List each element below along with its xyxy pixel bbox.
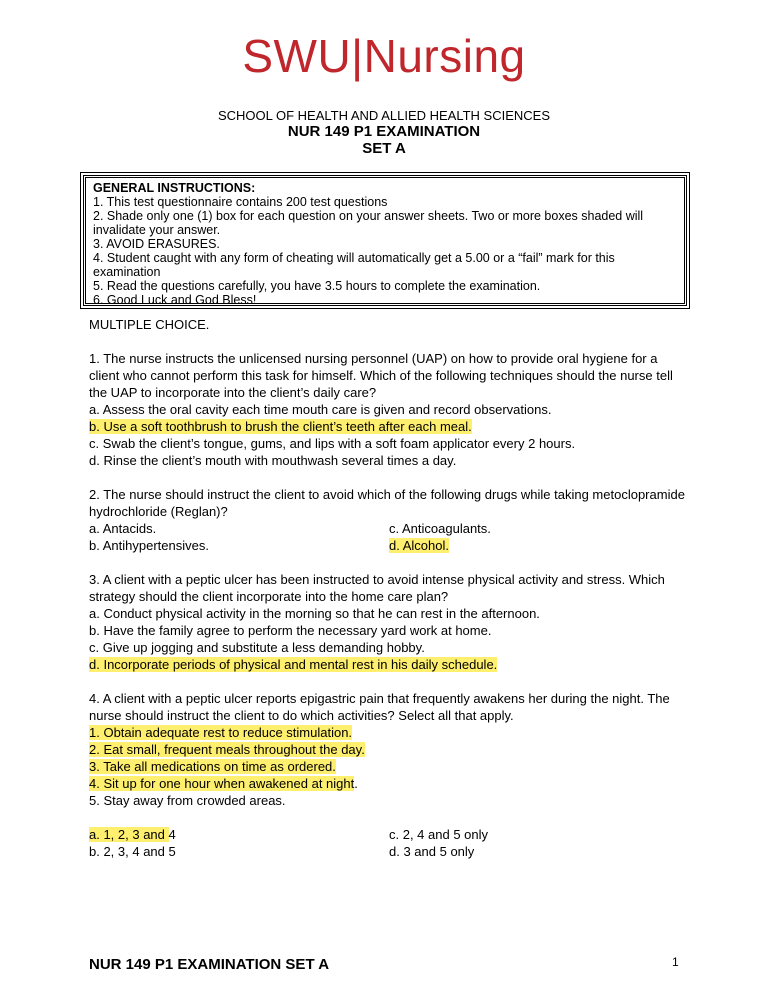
question-4-choices	[89, 826, 689, 843]
question-1-choice-d: d. Rinse the client’s mouth with mouthwash several times a day.	[89, 453, 457, 468]
choice-a-tail: 4	[168, 827, 176, 842]
question-2-choice-d-answer	[389, 537, 689, 554]
question-4-stem: 4. A client with a peptic ulcer reports epigastric pain that frequently awakens her during the night. The nurse should instruct the client to do which activities? Select all that apply.	[89, 691, 670, 723]
answer-highlight: d. Incorporate periods of physical and mental rest in his daily schedule.	[89, 657, 498, 672]
answer-highlight: a. 1, 2, 3 and	[89, 827, 169, 842]
question-4-choice-d: d. 3 and 5 only	[389, 844, 475, 859]
instructions-heading: GENERAL INSTRUCTIONS:	[93, 181, 256, 195]
exam-title: NUR 149 P1 EXAMINATION	[287, 123, 481, 140]
question-1-choice-b-answer	[89, 418, 689, 435]
question-4-option-1	[89, 724, 689, 741]
answer-highlight: 1. Obtain adequate rest to reduce stimulation.	[89, 725, 353, 740]
school-name: SCHOOL OF HEALTH AND ALLIED HEALTH SCIENCES	[217, 108, 551, 123]
question-2-choice-c: c. Anticoagulants.	[389, 521, 491, 536]
question-2-choices	[89, 520, 689, 537]
question-2-choice-a: a. Antacids.	[89, 521, 157, 536]
answer-highlight: 2. Eat small, frequent meals throughout the day.	[89, 742, 365, 757]
question-3-stem: 3. A client with a peptic ulcer has been instructed to avoid intense physical activity and stress. Which strategy should the client incorporate into the home care plan?	[89, 572, 665, 604]
instruction-item: 4. Student caught with any form of cheating will automatically get a 5.00 or a “fail” mark for this examination	[93, 251, 615, 279]
answer-highlight: 4. Sit up for one hour when awakened at night	[89, 776, 355, 791]
question-3-choice-c: c. Give up jogging and substitute a less demanding hobby.	[89, 640, 425, 655]
swu-nursing-logo: SWU|Nursing	[242, 30, 526, 82]
answer-highlight: 3. Take all medications on time as ordered.	[89, 759, 336, 774]
question-3-choice-b: b. Have the family agree to perform the necessary yard work at home.	[89, 623, 492, 638]
question-4-option-3	[89, 758, 689, 775]
question-1-stem: 1. The nurse instructs the unlicensed nursing personnel (UAP) on how to provide oral hygiene for a client who cannot perform this task for himself. Which of the following techniques should the nurse tell the UAP to incorporate into the client’s daily care?	[89, 351, 673, 400]
question-4-choice-a-answer	[89, 826, 389, 843]
exam-set: SET A	[362, 140, 406, 157]
question-4-choices	[89, 843, 689, 860]
instruction-item: 6. Good Luck and God Bless!	[93, 293, 257, 307]
general-instructions-box	[83, 175, 687, 306]
question-3-choice-a: a. Conduct physical activity in the morning so that he can rest in the afternoon.	[89, 606, 540, 621]
question-4-choice-c: c. 2, 4 and 5 only	[389, 827, 489, 842]
question-2-choices	[89, 537, 689, 554]
question-2-choice-b: b. Antihypertensives.	[89, 538, 209, 553]
question-4-option-5: 5. Stay away from crowded areas.	[89, 793, 286, 808]
section-label: MULTIPLE CHOICE.	[89, 317, 210, 332]
exam-content	[89, 316, 689, 860]
question-2-stem: 2. The nurse should instruct the client to avoid which of the following drugs while taking metoclopramide hydrochloride (Reglan)?	[89, 487, 685, 519]
instruction-item: 5. Read the questions carefully, you have 3.5 hours to complete the examination.	[93, 279, 541, 293]
question-4-option-4	[89, 775, 689, 792]
question-4-choice-b: b. 2, 3, 4 and 5	[89, 844, 176, 859]
answer-highlight: b. Use a soft toothbrush to brush the client’s teeth after each meal.	[89, 419, 472, 434]
answer-highlight: d. Alcohol.	[389, 538, 449, 553]
question-1-choice-c: c. Swab the client’s tongue, gums, and lips with a soft foam applicator every 2 hours.	[89, 436, 576, 451]
instruction-item: 1. This test questionnaire contains 200 test questions	[93, 195, 388, 209]
footer-title: NUR 149 P1 EXAMINATION SET A	[89, 956, 330, 973]
page-number: 1	[672, 955, 679, 969]
question-4-option-2	[89, 741, 689, 758]
question-3-choice-d-answer	[89, 656, 689, 673]
instruction-item: 2. Shade only one (1) box for each question on your answer sheets. Two or more boxes shaded will invalidate your answer.	[93, 209, 644, 237]
instruction-item: 3. AVOID ERASURES.	[93, 237, 220, 251]
question-1-choice-a: a. Assess the oral cavity each time mouth care is given and record observations.	[89, 402, 552, 417]
option-4-period: .	[354, 776, 358, 791]
